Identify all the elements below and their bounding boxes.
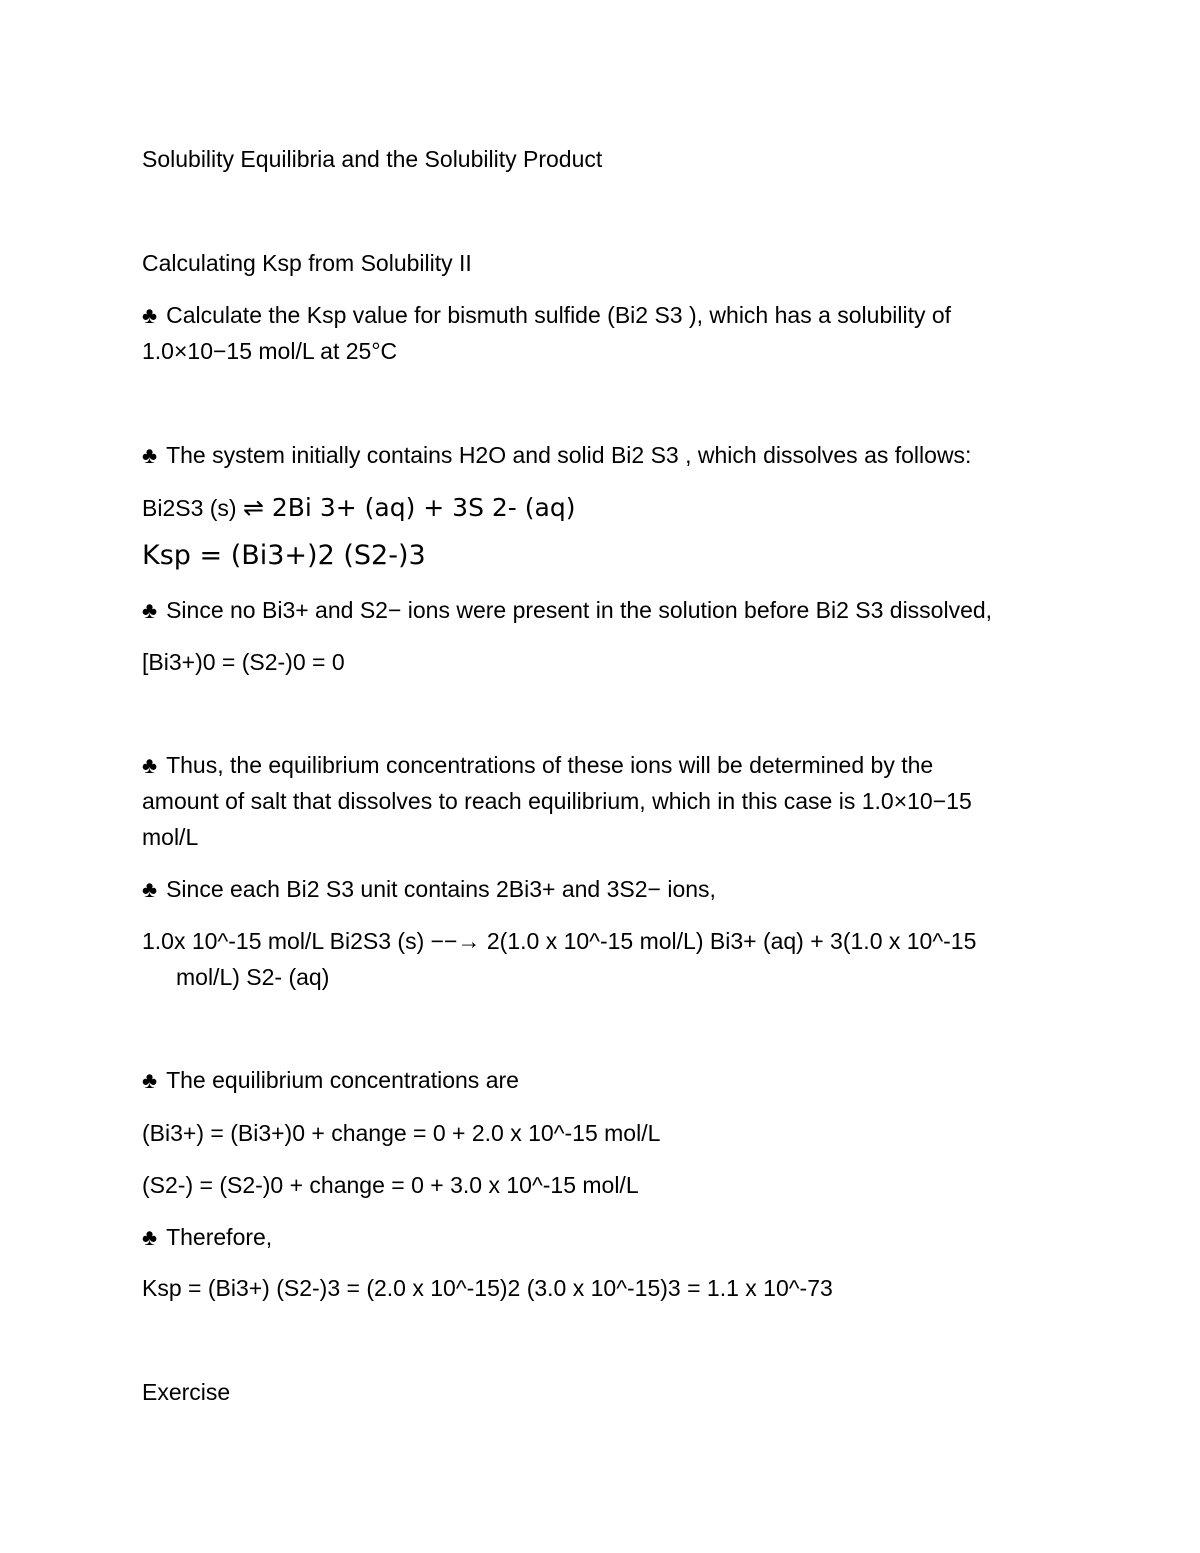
equation-stoichiometry-text: 1.0x 10^-15 mol/L Bi2S3 (s) −−→ 2(1.0 x 10^-15 mol/L) Bi3+ (aq) + 3(1.0 x 10^-15 — [142, 928, 977, 954]
document-title-text: Solubility Equilibria and the Solubility Product — [142, 146, 603, 172]
equation-ksp-expression — [142, 538, 426, 574]
bullet-3 — [142, 592, 992, 628]
bullet-4-line-3 — [142, 819, 198, 855]
bullet-4-line-2 — [142, 783, 972, 819]
club-bullet-icon: ♣ — [142, 1067, 158, 1093]
equation-ksp-result — [142, 1270, 833, 1306]
bullet-3-text: Since no Bi3+ and S2− ions were present in the solution before Bi2 S3 dissolved, — [166, 597, 993, 623]
equation-initial — [142, 644, 345, 680]
bullet-2 — [142, 437, 971, 473]
bullet-4-line-1 — [142, 747, 933, 783]
equation-ksp-result-text: Ksp = (Bi3+) (S2-)3 = (2.0 x 10^-15)2 (3.0 x 10^-15)3 = 1.1 x 10^-73 — [142, 1275, 833, 1301]
bullet-4-text-cont: amount of salt that dissolves to reach equilibrium, which in this case is 1.0×10−15 — [142, 788, 972, 814]
bullet-6-text: The equilibrium concentrations are — [166, 1067, 519, 1093]
equation-s-conc-text: (S2-) = (S2-)0 + change = 0 + 3.0 x 10^-15 mol/L — [142, 1172, 639, 1198]
bullet-1-text-cont: 1.0×10−15 mol/L at 25°C — [142, 338, 398, 364]
bullet-5 — [142, 871, 716, 907]
equation-initial-text: [Bi3+)0 = (S2-)0 = 0 — [142, 649, 345, 675]
bullet-1-line-2 — [142, 333, 397, 369]
document-title — [142, 141, 602, 177]
equation-bi-conc — [142, 1115, 660, 1151]
section-subtitle-text: Calculating Ksp from Solubility II — [142, 250, 472, 276]
club-bullet-icon: ♣ — [142, 876, 158, 902]
equation-stoichiometry-line-2 — [142, 959, 329, 995]
club-bullet-icon: ♣ — [142, 752, 158, 778]
bullet-5-text: Since each Bi2 S3 unit contains 2Bi3+ and 3S2− ions, — [166, 876, 716, 902]
club-bullet-icon: ♣ — [142, 442, 158, 468]
equation-dissolution-right: ⇌ 2Bi 3+ (aq) + 3S 2- (aq) — [242, 493, 576, 522]
bullet-4-text-cont-2: mol/L — [142, 824, 199, 850]
equation-stoichiometry-line-1 — [142, 923, 976, 959]
exercise-heading-text: Exercise — [142, 1379, 231, 1405]
bullet-7-text: Therefore, — [166, 1224, 273, 1250]
bullet-4-text: Thus, the equilibrium concentrations of these ions will be determined by the — [166, 752, 934, 778]
equation-ksp-expression-text: Ksp = (Bi3+)2 (S2-)3 — [142, 540, 426, 571]
exercise-heading — [142, 1374, 230, 1410]
bullet-1-text: Calculate the Ksp value for bismuth sulfide (Bi2 S3 ), which has a solubility of — [166, 302, 952, 328]
equation-s-conc — [142, 1167, 639, 1203]
bullet-1-line-1 — [142, 297, 951, 333]
equation-dissolution — [142, 490, 575, 526]
bullet-2-text: The system initially contains H2O and solid Bi2 S3 , which dissolves as follows: — [166, 442, 972, 468]
club-bullet-icon: ♣ — [142, 302, 158, 328]
equation-dissolution-left: Bi2S3 (s) — [142, 495, 243, 521]
section-subtitle — [142, 245, 472, 281]
bullet-6 — [142, 1062, 519, 1098]
club-bullet-icon: ♣ — [142, 597, 158, 623]
club-bullet-icon: ♣ — [142, 1224, 158, 1250]
equation-bi-conc-text: (Bi3+) = (Bi3+)0 + change = 0 + 2.0 x 10^-15 mol/L — [142, 1120, 661, 1146]
bullet-7 — [142, 1219, 272, 1255]
equation-stoichiometry-text-cont: mol/L) S2- (aq) — [176, 964, 330, 990]
